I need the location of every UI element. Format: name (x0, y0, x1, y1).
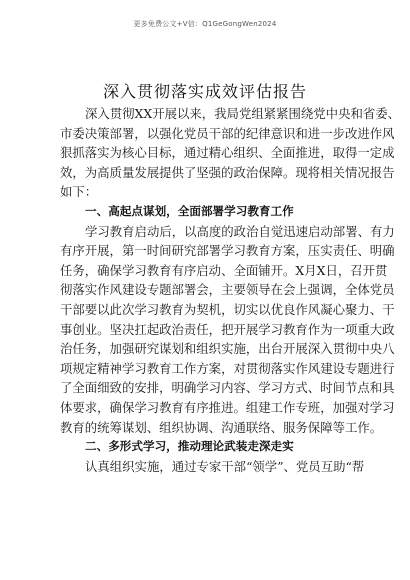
paragraph-line: 彻落实作风建设专题部署会，主要领导在会上强调，全体党员 (60, 282, 395, 298)
document-body (60, 104, 401, 476)
paragraph-line: 任务，确保学习教育有序启动、全面铺开。X月X日，召开贯 (60, 262, 388, 278)
paragraph-line: 体要求，确保学习教育有序推进。组建工作专班，加强对学习 (60, 399, 395, 415)
document-title: 深入贯彻落实成效评估报告 (102, 82, 307, 101)
paragraph-line: 市委决策部署，以强化党员干部的纪律意识和进一步改进作风 (60, 125, 395, 141)
section-heading-2: 二、多形式学习，推动理论武装走深走实 (85, 439, 294, 454)
intro-paragraph (60, 104, 401, 202)
paragraph-line: 如下： (60, 184, 98, 200)
paragraph-line: 狠抓落实为核心目标，通过精心组织、全面推进，取得一定成 (60, 145, 395, 161)
paragraph-line: 学习教育启动后，以高度的政治自觉迅速启动部署、有力 (85, 223, 395, 239)
paragraph-line: 教育的统筹谋划、组织协调、沟通联络、服务保障等工作。 (60, 419, 383, 435)
paragraph-line: 项规定精神学习教育工作方案，对贯彻落实作风建设专题进行 (60, 360, 395, 376)
paragraph-line: 深入贯彻XX开展以来，我局党组紧紧围绕党中央和省委、 (85, 106, 401, 121)
paragraph-line: 了全面细致的安排，明确学习内容、学习方式、时间节点和具 (60, 380, 395, 396)
watermark-text: 更多免费公文+V信：Q1GeGongWen2024 (133, 20, 277, 28)
section-2-paragraph (60, 457, 365, 477)
paragraph-line: 认真组织实施，通过专家干部“领学”、党员互助“帮 (85, 458, 365, 474)
paragraph-line: 效，为高质量发展提供了坚强的政治保障。现将相关情况报告 (60, 164, 395, 180)
paragraph-line: 有序开展，第一时间研究部署学习教育方案，压实责任、明确 (60, 243, 395, 259)
section-1-paragraph (60, 222, 395, 438)
paragraph-line: 治任务，加强研究谋划和组织实施，出台开展深入贯彻中央八 (60, 341, 395, 357)
section-heading-1: 一、高起点谋划，全面部署学习教育工作 (85, 203, 294, 218)
paragraph-line: 干部要以此次学习教育为契机，切实以优良作风凝心聚力、干 (60, 301, 395, 317)
paragraph-line: 事创业。坚决扛起政治责任，把开展学习教育作为一项重大政 (60, 321, 395, 337)
